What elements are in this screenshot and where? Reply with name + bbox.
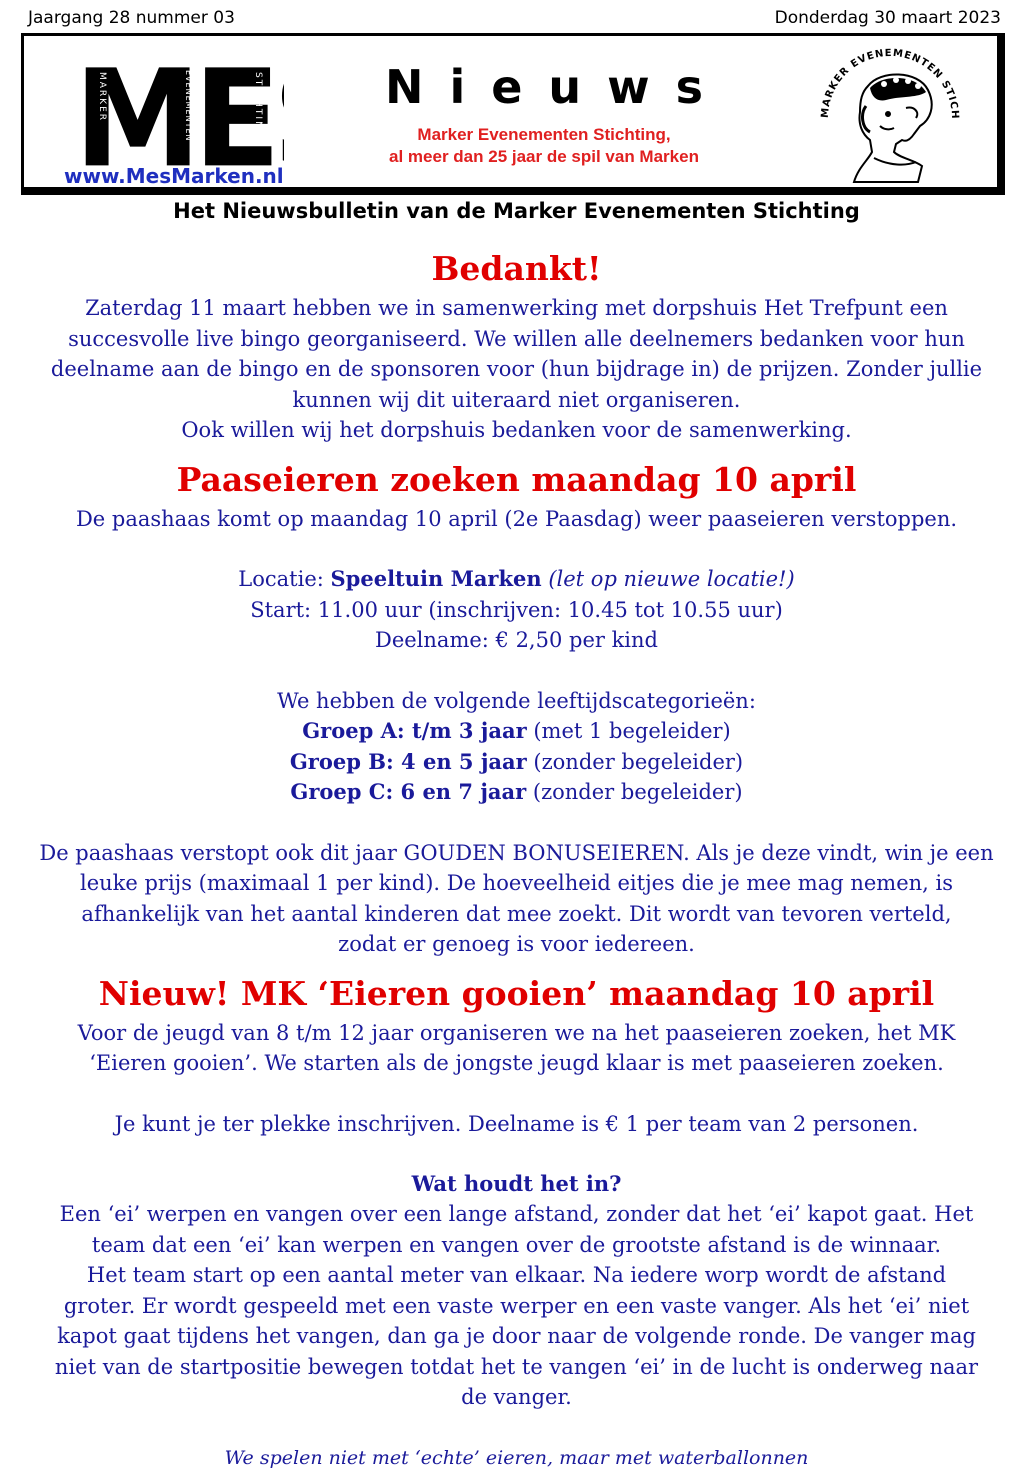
- categories-intro: We hebben de volgende leeftijdscategorieën:: [277, 688, 756, 713]
- bonus-line: afhankelijk van het aantal kinderen dat mee zoekt. Dit wordt van tevoren verteld,: [81, 901, 952, 926]
- article-body: [30, 245, 1003, 1473]
- footnote: [30, 1443, 1003, 1474]
- bedankt-line: Zaterdag 11 maart hebben we in samenwerking met dorpshuis Het Trefpunt een: [85, 296, 948, 320]
- bedankt-line: deelname aan de bingo en de sponsoren voor (hun bijdrage in) de prijzen. Zonder jullie: [50, 357, 983, 381]
- bonus-line: De paashaas verstopt ook dit jaar GOUDEN BONUSEIEREN. Als je deze vindt, win je een: [39, 840, 994, 865]
- svg-text:MARKER: MARKER: [97, 72, 107, 123]
- bonus-line: zodat er genoeg is voor iedereen.: [338, 932, 695, 956]
- eieren-gooien-heading: Nieuw! MK ‘Eieren gooien’ maandag 10 april: [98, 973, 935, 1013]
- bedankt-line: Ook willen wij het dorpshuis bedanken voor de samenwerking.: [181, 418, 852, 442]
- rules-subheading: Wat houdt het in?: [411, 1171, 622, 1196]
- seal-logo: [810, 48, 970, 188]
- eieren-intro-line: Voor de jeugd van 8 t/m 12 jaar organiseren we na het paaseieren zoeken, het MK: [77, 1020, 956, 1045]
- group-note: (zonder begeleider): [526, 780, 743, 804]
- footnote-text: We spelen niet met ‘echte’ eieren, maar met waterballonnen: [224, 1446, 809, 1469]
- issue-date: Donderdag 30 maart 2023: [774, 8, 1001, 28]
- issue-number: Jaargang 28 nummer 03: [28, 8, 235, 28]
- locatie-label: Locatie:: [238, 567, 331, 591]
- mes-logo: [74, 52, 284, 182]
- svg-text:MARKER EVENEMENTEN STICHTING: MARKER EVENEMENTEN STICH: [819, 48, 961, 120]
- start-line: Start: 11.00 uur (inschrijven: 10.45 tot 10.55 uur): [250, 597, 783, 622]
- masthead: [21, 33, 1005, 195]
- bonus-line: leuke prijs (maximaal 1 per kind). De hoeveelheid eitjes die je mee mag nemen, is: [79, 871, 954, 895]
- group-note: (zonder begeleider): [526, 749, 744, 774]
- group-a: [30, 716, 1003, 747]
- rules-line: niet van de startpositie bewegen totdat het te vangen ‘ei’ in de lucht is onderweg naar: [54, 1354, 979, 1379]
- group-name: Groep B: 4 en 5 jaar: [289, 748, 527, 774]
- bedankt-line: succesvolle live bingo georganiseerd. We willen alle deelnemers bedanken voor hun: [68, 326, 965, 351]
- rules-line: de vanger.: [461, 1385, 572, 1409]
- rules-line: Het team start op een aantal meter van elkaar. Na iedere worp wordt de afstand: [86, 1263, 947, 1287]
- title-block: [304, 58, 784, 168]
- bedankt-line: kunnen wij dit uiteraard niet organiseren.: [292, 387, 741, 412]
- svg-text:STICHTING: STICHTING: [253, 72, 263, 139]
- group-name: Groep C: 6 en 7 jaar: [290, 779, 527, 804]
- top-line: [28, 8, 1001, 32]
- rules-line: groter. Er wordt gespeeld met een vaste werper en een vaste vanger. Als het ‘ei’ niet: [63, 1293, 970, 1318]
- rules-line: team dat een ‘ei’ kan werpen en vangen over de grootste afstand is de winnaar.: [91, 1232, 942, 1257]
- paaseieren-heading: Paaseieren zoeken maandag 10 april: [176, 459, 857, 499]
- group-b: [30, 747, 1003, 778]
- group-c: [30, 777, 1003, 808]
- rules-line: kapot gaat tijdens het vangen, dan ga je door naar de volgende ronde. De vanger mag: [57, 1324, 976, 1348]
- inschrijven-line: Je kunt je ter plekke inschrijven. Deelname is € 1 per team van 2 personen.: [114, 1111, 919, 1136]
- rules-line: Een ‘ei’ werpen en vangen over een lange afstand, zonder dat het ‘ei’ kapot gaat. Het: [59, 1202, 974, 1226]
- newsletter-title: Nieuws: [384, 60, 730, 114]
- marken-woman-seal-icon: [810, 48, 970, 188]
- mes-logo-graphic: [74, 52, 284, 172]
- paaseieren-intro: De paashaas komt op maandag 10 april (2e Paasdag) weer paaseieren verstoppen.: [75, 506, 958, 531]
- locatie-value: Speeltuin Marken: [330, 566, 542, 591]
- bedankt-heading: Bedankt!: [431, 249, 602, 288]
- subtitle-line-1: Marker Evenementen Stichting,: [417, 125, 671, 144]
- group-name: Groep A: t/m 3 jaar: [302, 718, 527, 743]
- deelname-line: Deelname: € 2,50 per kind: [374, 628, 658, 652]
- svg-text:MES: ME: [74, 52, 273, 172]
- locatie-line: [30, 564, 1003, 595]
- eieren-intro-line: ‘Eieren gooien’. We starten als de jongste jeugd klaar is met paaseieren zoeken.: [89, 1051, 944, 1075]
- svg-text:EVENEMENTEN: EVENEMENTEN: [184, 70, 193, 142]
- group-note: (met 1 begeleider): [526, 719, 731, 743]
- subtitle-line-2: al meer dan 25 jaar de spil van Marken: [389, 147, 699, 166]
- locatie-note: (let op nieuwe locatie!): [541, 567, 795, 591]
- website-link[interactable]: www.MesMarken.nl: [64, 164, 284, 188]
- bulletin-tagline: Het Nieuwsbulletin van de Marker Evenementen Stichting: [173, 199, 860, 223]
